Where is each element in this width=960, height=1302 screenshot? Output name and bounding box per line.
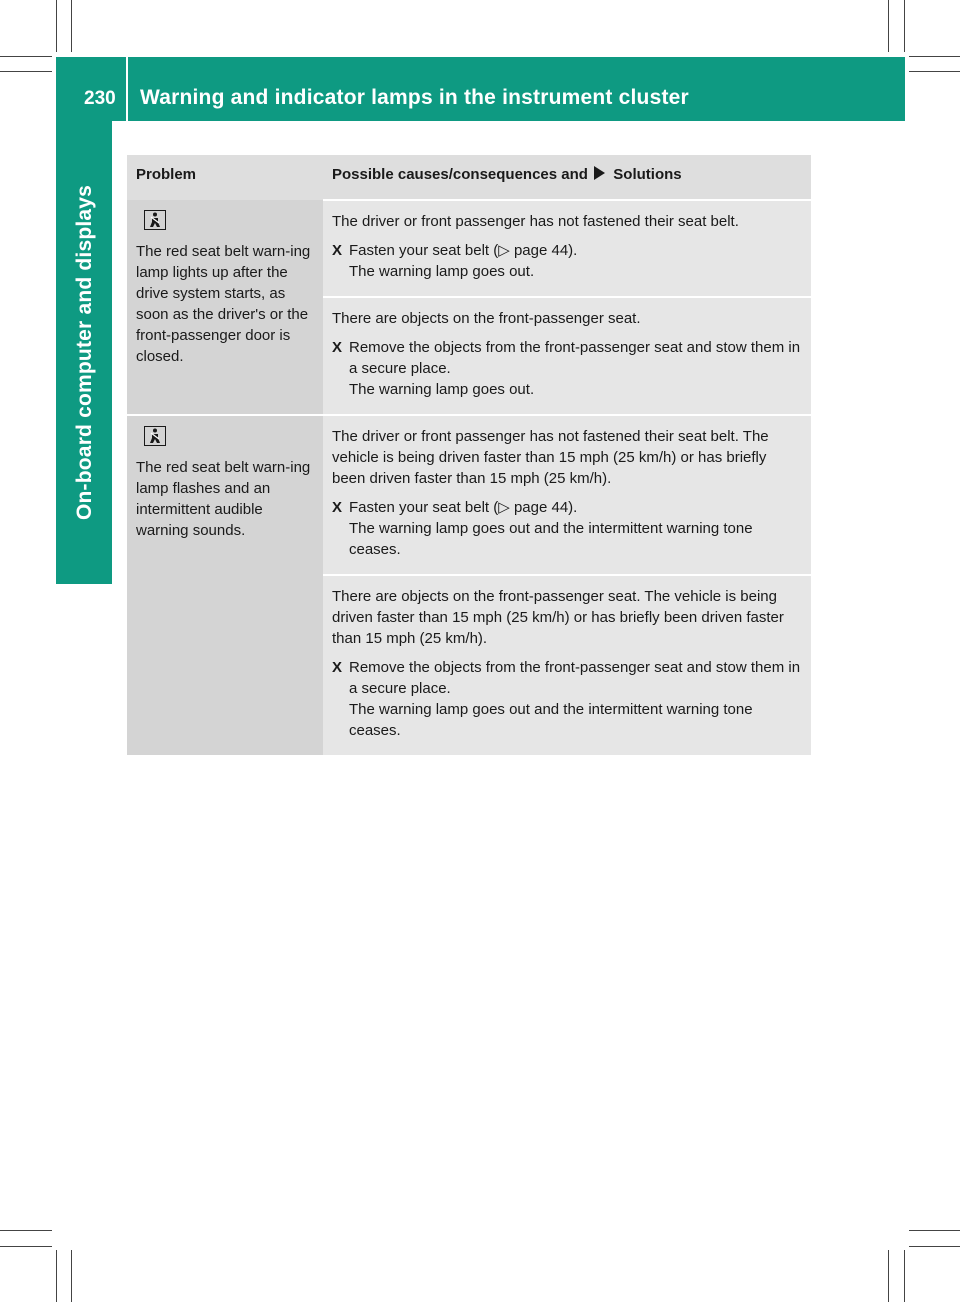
step-text: Remove the objects from the front-passenger seat and stow them in a secure place. [349, 339, 801, 377]
crop-mark [0, 56, 52, 57]
page-number: 230 [84, 88, 116, 109]
step-marker-icon: X [332, 659, 343, 676]
solution-step [332, 337, 803, 400]
page-title: Warning and indicator lamps in the instrument cluster [140, 86, 689, 109]
crop-mark [904, 0, 905, 52]
step-text: Fasten your seat belt (▷ page 44). [349, 242, 578, 259]
cause-text: The driver or front passenger has not fastened their seat belt. [332, 213, 739, 230]
crop-mark [909, 71, 960, 72]
crop-mark [0, 71, 52, 72]
step-text: Remove the objects from the front-passenger seat and stow them in a secure place. [349, 659, 801, 697]
table-row [127, 415, 811, 575]
crop-mark [909, 1246, 960, 1247]
crop-mark [909, 1230, 960, 1231]
step-result: The warning lamp goes out and the intermittent warning tone ceases. [349, 701, 753, 739]
crop-mark [904, 1250, 905, 1302]
cause-text: The driver or front passenger has not fastened their seat belt. The vehicle is being driven faster than 15 mph (25 km/h) or has briefly been driven faster than 15 mph (25 km/h). [332, 428, 769, 487]
problem-text: The red seat belt warn-ing lamp lights up after the drive system starts, as soon as the driver's or the front-passenger door is closed. [136, 243, 311, 365]
crop-mark [0, 1246, 52, 1247]
crop-mark [888, 0, 889, 52]
solution-arrow-icon [594, 166, 605, 180]
crop-mark [888, 1250, 889, 1302]
side-tab-label: On-board computer and displays [73, 184, 96, 520]
crop-mark [0, 1230, 52, 1231]
cause-cell [323, 297, 811, 415]
cause-text: There are objects on the front-passenger seat. The vehicle is being driven faster than 15 mph (25 km/h) or has briefly been driven faster than 15 mph (25 km/h). [332, 588, 784, 647]
column-header-causes [323, 155, 811, 200]
crop-mark [71, 1250, 72, 1302]
column-header-causes-suffix: Solutions [613, 166, 682, 183]
step-marker-icon: X [332, 242, 343, 259]
column-header-problem: Problem [127, 155, 323, 200]
seat-belt-icon [144, 210, 166, 230]
table-header-row [127, 155, 811, 200]
problem-cell [127, 415, 323, 755]
table-row [127, 200, 811, 297]
step-result: The warning lamp goes out. [349, 263, 535, 280]
solution-step [332, 497, 803, 560]
step-text: Fasten your seat belt (▷ page 44). [349, 499, 578, 516]
step-marker-icon: X [332, 499, 343, 516]
cause-text: There are objects on the front-passenger seat. [332, 310, 641, 327]
cause-cell [323, 575, 811, 755]
step-marker-icon: X [332, 339, 343, 356]
problem-text: The red seat belt warn-ing lamp flashes and an intermittent audible warning sounds. [136, 459, 311, 539]
crop-mark [56, 1250, 57, 1302]
solution-step [332, 657, 803, 741]
problem-cell [127, 200, 323, 415]
header-separator [126, 57, 128, 121]
solution-step [332, 240, 803, 282]
seat-belt-icon [144, 426, 166, 446]
step-result: The warning lamp goes out. [349, 381, 535, 398]
crop-mark [71, 0, 72, 52]
cause-cell [323, 200, 811, 297]
crop-mark [56, 0, 57, 52]
problem-solution-table [127, 155, 811, 755]
crop-mark [909, 56, 960, 57]
cause-cell [323, 415, 811, 575]
column-header-causes-prefix: Possible causes/consequences and [332, 166, 588, 183]
step-result: The warning lamp goes out and the intermittent warning tone ceases. [349, 520, 753, 558]
